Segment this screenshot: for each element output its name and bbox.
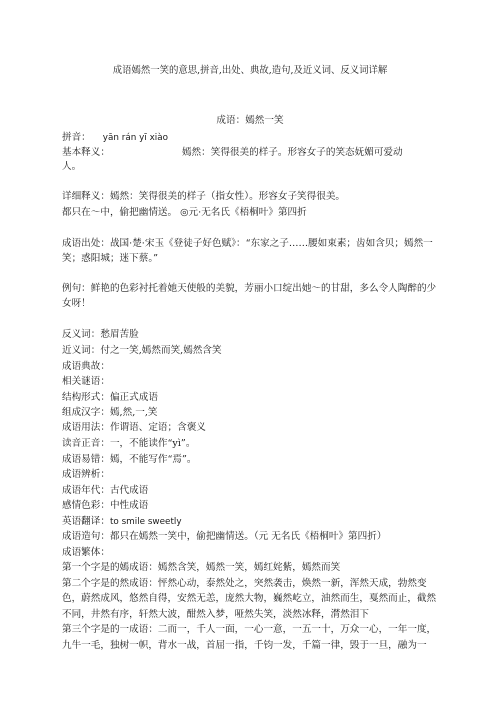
third-char-line-2: 九牛一毛，独树一帜，背水一战，首屈一指，千钧一发，千篇一律，毁于一旦，融为一 <box>62 640 427 651</box>
structure-line: 结构形式：偏正式成语 <box>62 392 158 403</box>
second-char-line-3: 不同，井然有序，轩然大波，酣然入梦，哑然失笑，淡然冰释，潸然泪下 <box>62 609 369 620</box>
second-char-line-2: 色，蔚然成风，悠然自得，安然无恙，庞然大物，巍然屹立，油然而生，戛然而止，截然 <box>62 593 437 604</box>
english-label: 英语翻译： <box>62 516 110 527</box>
basic-meaning-line <box>62 146 442 159</box>
source-line-2: 笑；惑阳城；迷下蔡。” <box>62 253 159 264</box>
detail-quote-line: 都只在～中，偷把幽情送。 ◎元·无名氏《梧桐叶》第四折 <box>62 207 307 218</box>
example-line-2: 女呀！ <box>62 298 91 309</box>
first-char-line: 第一个字是的嫣成语：嫣然含笑，嫣然一笑，嫣红姹紫，嫣然而笑 <box>62 562 341 573</box>
antonym-line: 反义词：愁眉苦脸 <box>62 329 139 340</box>
english-value: to smile sweetly <box>109 517 182 527</box>
detail-meaning-line: 详细释义：嫣然：笑得很美的样子（指女性）。形容女子笑得很美。 <box>62 191 346 202</box>
riddle-line: 相关谜语： <box>62 376 110 387</box>
source-line-1: 成语出处：战国·楚·宋玉《登徒子好色赋》：“东家之子……腰如束素；齿如含贝；嫣然一 <box>62 238 433 249</box>
era-line: 成语年代：古代成语 <box>62 485 149 496</box>
pinyin-value: yān rán yī xiào <box>102 133 168 143</box>
pronunciation-line: 读音正音：一，不能读作“yì”。 <box>62 438 196 449</box>
emotion-line: 感情色彩：中性成语 <box>62 500 149 511</box>
document-title: 成语嫣然一笑的意思,拼音,出处、典故,造句,及近义词、反义词详解 <box>112 65 388 76</box>
sentence-line: 成语造句：都只在嫣然一笑中，偷把幽情送。（元 无名氏《梧桐叶》第四折） <box>62 531 387 542</box>
story-line: 成语典故： <box>62 361 110 372</box>
error-line: 成语易错：嫣，不能写作“焉”。 <box>62 454 197 465</box>
third-char-line-1: 第三个字是的一成语：二而一，千人一面，一心一意，一五一十，万众一心，一年一度， <box>62 624 437 635</box>
second-char-line-1: 第二个字是的然成语：怦然心动，泰然处之，突然袭击，焕然一新，浑然天成，勃然变 <box>62 578 427 589</box>
basic-meaning-continued: 人。 <box>62 161 82 172</box>
traditional-line: 成语繁体： <box>62 547 110 558</box>
basic-meaning-value: 嫣然：笑得很美的样子。形容女子的笑态妩媚可爱动 <box>181 147 403 158</box>
pinyin-label: 拼音： <box>62 132 91 143</box>
usage-line: 成语用法：作谓语、定语；含褒义 <box>62 422 206 433</box>
chars-line: 组成汉字：嫣,然,一,笑 <box>62 407 158 418</box>
english-line <box>62 515 442 529</box>
analysis-line: 成语辨析： <box>62 469 110 480</box>
pinyin-line <box>62 131 442 145</box>
basic-meaning-label: 基本释义： <box>62 147 110 158</box>
idiom-heading: 成语：嫣然一笑 <box>216 115 284 126</box>
synonym-line: 近义词：付之一笑,嫣然而笑,嫣然含笑 <box>62 345 222 356</box>
example-line-1: 例句：鲜艳的色彩衬托着她天使般的美貌，芳丽小口绽出她～的甘甜，多么令人陶醉的少 <box>62 283 437 294</box>
